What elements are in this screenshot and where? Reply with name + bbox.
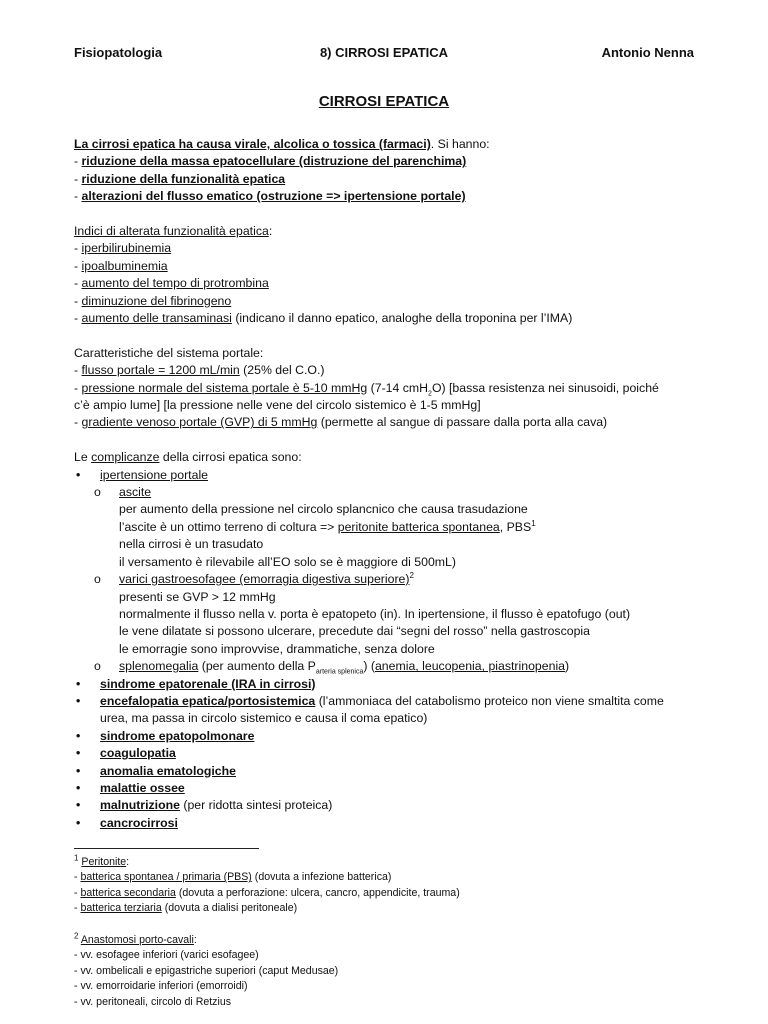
complicanza-item — [74, 728, 714, 745]
intro-item — [74, 171, 714, 188]
footnote-1-note: (dovuta a dialisi peritoneale) — [161, 902, 298, 915]
bullet-marker: • — [76, 467, 81, 482]
complicanza-item — [74, 693, 714, 728]
complicanza-item — [74, 780, 714, 797]
footnote-2-text: vv. emorroidarie inferiori (emorroidi) — [80, 980, 248, 993]
gradiente-note: (permette al sangue di passare dalla porta alla cava) — [317, 415, 608, 430]
complicanza-text: anomalia ematologiche — [100, 763, 236, 778]
header-course: Fisiopatologia — [74, 45, 163, 60]
complicanza-text: sindrome epatopolmonare — [100, 728, 255, 743]
document-body — [74, 136, 714, 832]
complicanza-item — [74, 676, 714, 693]
footnote-number: 2 — [74, 931, 79, 941]
indici-item — [74, 310, 714, 327]
varici-detail: normalmente il flusso nella v. porta è epatopeto (in). In ipertensione, il flusso è epatofugo (out) — [119, 606, 631, 621]
indici-item — [74, 275, 714, 292]
varici-detail: le emorragie sono improvvise, drammatiche, senza dolore — [119, 641, 435, 656]
bullet-marker: • — [76, 798, 81, 813]
header-chapter: 8) CIRROSI EPATICA — [319, 45, 449, 60]
splenomegalia-note-a: (per aumento della P — [198, 659, 316, 674]
footnote-1-term: batterica terziaria — [80, 902, 162, 915]
indici-item-text: aumento delle transaminasi — [81, 311, 232, 326]
complicanze-intro — [74, 449, 714, 466]
dash-marker: - — [74, 964, 81, 977]
dash-marker: - — [74, 171, 82, 186]
footnote-2-heading: Anastomosi porto-cavali — [80, 934, 194, 946]
dash-marker: - — [74, 154, 82, 169]
page-title: CIRROSI EPATICA — [318, 93, 450, 110]
splenomegalia-note-b: ) ( — [363, 659, 375, 674]
sub-bullet-marker: o — [94, 659, 101, 674]
complicanza-item — [74, 467, 714, 484]
complicanza-item — [74, 797, 714, 814]
intro-tail: . Si hanno: — [430, 137, 490, 151]
dash-marker: - — [74, 258, 82, 273]
indici-item-text: iperbilirubinemia — [81, 241, 172, 256]
indici-item-text: ipoalbuminemia — [81, 258, 168, 273]
splenomegalia-effects: anemia, leucopenia, piastrinopenia — [374, 659, 566, 674]
intro-item-text: riduzione della massa epatocellulare (distruzione del parenchima) — [81, 154, 467, 169]
footnote-separator — [74, 848, 259, 849]
indici-heading-line — [74, 223, 714, 240]
footnote-2-text: vv. peritoneali, circolo di Retzius — [80, 995, 232, 1008]
bullet-marker: • — [76, 815, 81, 830]
complicanza-item — [74, 763, 714, 780]
indici-item — [74, 240, 714, 257]
varici-detail: le vene dilatate si possono ulcerare, precedute dai “segni del rosso” nella gastroscopia — [119, 624, 590, 639]
portale-gradiente — [74, 414, 714, 431]
footnote-2-heading-line — [74, 933, 714, 948]
footnote-2-item — [74, 948, 714, 963]
bullet-marker: • — [76, 780, 81, 795]
dash-marker: - — [74, 189, 82, 204]
ipertensione-portale: ipertensione portale — [100, 467, 209, 482]
footnote-number: 1 — [74, 853, 79, 863]
splenomegalia-label: splenomegalia — [119, 659, 199, 674]
splenomegalia-subscript: arteria splenica — [315, 668, 364, 676]
intro-line — [74, 136, 714, 153]
peritonite-link: peritonite batterica spontanea — [337, 519, 500, 534]
indici-item-text: diminuzione del fibrinogeno — [81, 293, 232, 308]
intro-causes: La cirrosi epatica ha causa virale, alcolica o tossica (farmaci) — [74, 137, 431, 151]
footnote-colon: : — [193, 934, 197, 946]
encefalopatia-label: encefalopatia epatica/portosistemica — [100, 693, 316, 708]
bullet-marker: • — [76, 728, 81, 743]
dash-marker: - — [74, 363, 82, 378]
varici-item — [74, 571, 714, 588]
footnote-1-item — [74, 886, 714, 901]
bullet-marker: • — [76, 676, 81, 691]
footnote-1-item — [74, 901, 714, 916]
bullet-marker: • — [76, 763, 81, 778]
sub-bullet-marker: o — [94, 572, 101, 587]
portale-heading: Caratteristiche del sistema portale: — [74, 345, 264, 360]
indici-heading: Indici di alterata funzionalità epatica — [74, 224, 269, 239]
dash-marker: - — [74, 415, 82, 430]
footnote-2-text: vv. ombelicali e epigastriche superiori (caput Medusae) — [80, 964, 339, 977]
footnote-1-item — [74, 870, 714, 885]
pressione-note-a: (7-14 cmH — [367, 380, 429, 395]
ascite-label: ascite — [119, 485, 152, 500]
intro-item — [74, 153, 714, 170]
complicanza-text: coagulopatia — [100, 746, 176, 761]
footnote-1-term: batterica spontanea / primaria (PBS) — [80, 871, 252, 884]
ascite-detail: per aumento della pressione nel circolo splancnico che causa trasudazione — [119, 502, 528, 517]
footnote-1-note: (dovuta a perforazione: ulcera, cancro, appendicite, trauma) — [175, 886, 460, 899]
complicanze-intro-a: Le — [74, 450, 92, 465]
dash-marker: - — [74, 949, 81, 962]
indici-item — [74, 258, 714, 275]
footnote-1 — [74, 855, 714, 917]
footnote-1-note: (dovuta a infezione batterica) — [251, 871, 392, 884]
bullet-marker: • — [76, 693, 81, 708]
footnote-ref-1: 1 — [531, 518, 536, 528]
dash-marker: - — [74, 871, 81, 884]
indici-item-text: aumento del tempo di protrombina — [81, 276, 269, 291]
complicanza-item — [74, 745, 714, 762]
malnutrizione-note: (per ridotta sintesi proteica) — [179, 798, 333, 813]
cancrocirrosi-label: cancrocirrosi — [100, 815, 178, 830]
dash-marker: - — [74, 241, 82, 256]
dash-marker: - — [74, 980, 81, 993]
footnote-2-item — [74, 964, 714, 979]
gradiente-value: gradiente venoso portale (GVP) di 5 mmHg — [81, 415, 318, 430]
flusso-value: flusso portale = 1200 mL/min — [81, 363, 240, 378]
indici-colon: : — [268, 224, 273, 239]
intro-item — [74, 188, 714, 205]
ascite-item — [74, 484, 714, 501]
sub-bullet-marker: o — [94, 485, 101, 500]
indici-note: (indicano il danno epatico, analoghe della troponina per l’IMA) — [231, 311, 573, 326]
dash-marker: - — [74, 311, 82, 326]
indici-item — [74, 293, 714, 310]
dash-marker: - — [74, 886, 81, 899]
bullet-marker: • — [76, 746, 81, 761]
intro-item-text: riduzione della funzionalità epatica — [81, 171, 286, 186]
portale-flusso — [74, 362, 714, 379]
complicanza-item — [74, 815, 714, 832]
ascite-detail: il versamento è rilevabile all’EO solo se è maggiore di 500mL) — [119, 554, 456, 569]
pbs-text: , PBS — [499, 519, 532, 534]
ascite-detail-text: l’ascite è un ottimo terreno di coltura => — [119, 519, 338, 534]
dash-marker: - — [74, 276, 82, 291]
footnote-1-heading-line — [74, 855, 714, 870]
footnote-1-term: batterica secondaria — [80, 886, 176, 899]
footnote-1-heading: Peritonite — [81, 856, 127, 868]
varici-detail: presenti se GVP > 12 mmHg — [119, 589, 276, 604]
ascite-detail: nella cirrosi è un trasudato — [119, 537, 264, 552]
footnote-ref-2: 2 — [409, 571, 414, 581]
portale-pressione-cont: c’è ampio lume] [la pressione nelle vene del circolo sistemico è 1-5 mmHg] — [74, 398, 481, 413]
intro-item-text: alterazioni del flusso ematico (ostruzione => ipertensione portale) — [81, 189, 466, 204]
encefalopatia-note-cont: urea, ma passa in circolo sistemico e causa il coma epatico) — [100, 711, 428, 726]
footnote-colon: : — [126, 856, 130, 868]
pressione-value: pressione normale del sistema portale è 5-10 mmHg — [81, 380, 368, 395]
sindrome-epatorenale: sindrome epatorenale (IRA in cirrosi) — [100, 676, 316, 691]
footnote-2-item — [74, 995, 714, 1010]
complicanza-text: malattie ossee — [100, 780, 185, 795]
encefalopatia-note: (l’ammoniaca del catabolismo proteico non viene smaltita come — [315, 693, 664, 708]
pressione-subscript: 2 — [428, 390, 432, 398]
portale-pressione — [74, 380, 714, 397]
footnote-2-item — [74, 979, 714, 994]
malnutrizione-label: malnutrizione — [100, 798, 180, 813]
footnote-2 — [74, 933, 714, 1010]
footnote-2-text: vv. esofagee inferiori (varici esofagee) — [80, 949, 259, 962]
varici-label: varici gastroesofagee (emorragia digestiva superiore) — [119, 572, 410, 587]
dash-marker: - — [74, 380, 82, 395]
ascite-detail — [74, 519, 714, 536]
dash-marker: - — [74, 902, 81, 915]
flusso-note: (25% del C.O.) — [239, 363, 325, 378]
pressione-note-b: O) [bassa resistenza nei sinusoidi, poiché — [431, 380, 659, 395]
complicanze-word: complicanze — [91, 450, 160, 465]
splenomegalia-item — [74, 658, 714, 675]
dash-marker: - — [74, 293, 82, 308]
complicanze-intro-b: della cirrosi epatica sono: — [159, 450, 302, 465]
dash-marker: - — [74, 995, 81, 1008]
splenomegalia-close: ) — [565, 659, 570, 674]
header-author: Antonio Nenna — [601, 45, 694, 60]
